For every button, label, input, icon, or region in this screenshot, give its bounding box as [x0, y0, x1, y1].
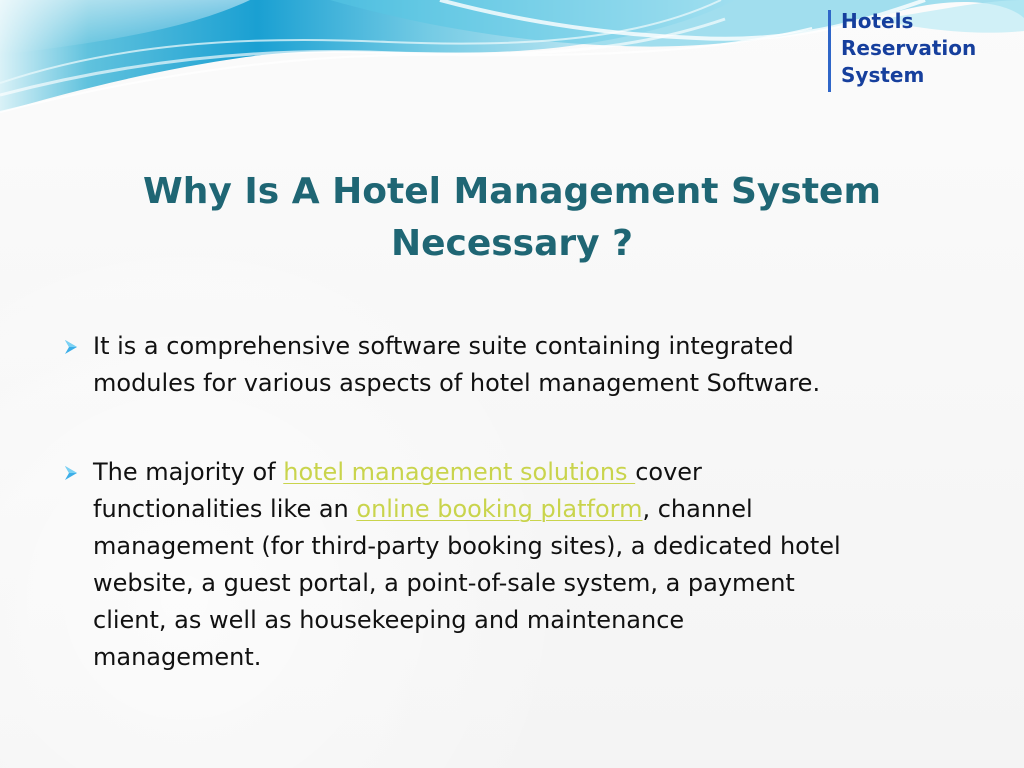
arrow-right-icon	[63, 464, 81, 482]
logo-text	[841, 8, 1023, 89]
bullet-2-line-1-prefix: The majority of	[93, 458, 284, 486]
online-booking-platform-link[interactable]: online booking platform	[356, 495, 643, 523]
bullet-2-line-2-suffix: , channel	[642, 495, 753, 523]
logo-line-system: System	[841, 63, 925, 87]
bullet-2-line-2-prefix: functionalities like an	[93, 495, 357, 523]
bullet-2-line-2	[93, 491, 953, 528]
bullet-2-line-1-suffix: cover	[635, 458, 702, 486]
bullet-1-line-1: It is a comprehensive software suite containing integrated	[93, 332, 794, 360]
hotel-management-solutions-link[interactable]: hotel management solutions	[283, 458, 636, 486]
bullet-2-line-4: website, a guest portal, a point-of-sale system, a payment	[93, 569, 795, 597]
slide-title	[94, 166, 930, 270]
bullet-item-management-solutions	[63, 454, 953, 676]
logo-line-hotels: Hotels	[841, 9, 914, 33]
bullet-2-line-5: client, as well as housekeeping and maintenance	[93, 606, 685, 634]
logo-divider	[828, 10, 831, 92]
logo-line-reservation: Reservation	[841, 36, 977, 60]
slide-title-line-1: Why Is A Hotel Management System	[143, 171, 881, 212]
arrow-right-icon	[63, 338, 81, 356]
bullet-1-line-2: modules for various aspects of hotel management Software.	[93, 369, 821, 397]
slide-title-line-2: Necessary ?	[390, 223, 634, 264]
bullet-2-line-1	[93, 454, 953, 491]
bullet-item-comprehensive-suite	[63, 328, 953, 402]
hotels-reservation-system-logo	[828, 8, 1024, 94]
slide-content	[63, 328, 953, 676]
bullet-2-line-3: management (for third-party booking sites), a dedicated hotel	[93, 532, 841, 560]
bullet-2-line-6: management.	[93, 643, 262, 671]
